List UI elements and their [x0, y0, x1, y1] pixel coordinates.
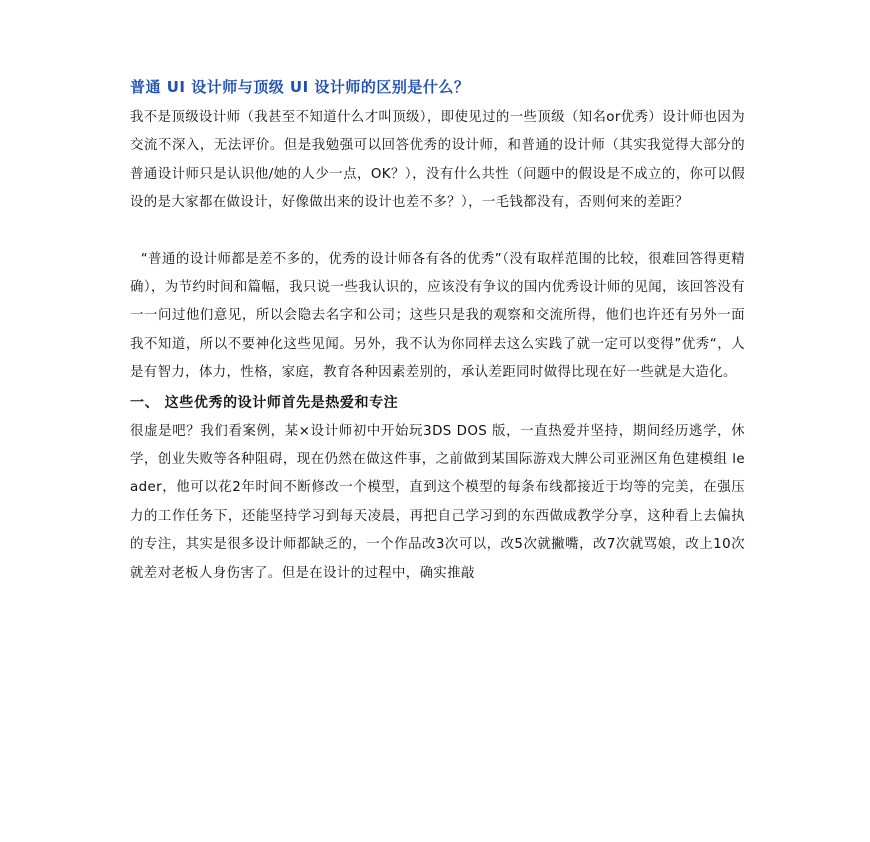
- quote-paragraph: “普通的设计师都是差不多的，优秀的设计师各有各的优秀”（没有取样范围的比较，很难回答得更精确），为节约时间和篇幅，我只说一些我认识的，应该没有争议的国内优秀设计师的见闻，该回答没有一一问过他们意见，所以会隐去名字和公司；这些只是我的观察和交流所得，他们也许还有另外一面我不知道，所以不要神化这些见闻。另外，我不认为你同样去这么实践了就一定可以变得”优秀“，人是有智力，体力，性格，家庭，教育各种因素差别的，承认差距同时做得比现在好一些就是大造化。: [130, 251, 745, 381]
- article-title: 普通 UI 设计师与顶级 UI 设计师的区别是什么？: [130, 78, 470, 96]
- intro-paragraph: 我不是顶级设计师（我甚至不知道什么才叫顶级），即使见过的一些顶级（知名or优秀）设计师也因为交流不深入，无法评价。但是我勉强可以回答优秀的设计师，和普通的设计师（其实我觉得大部分的普通设计师只是认识他/她的人少一点，OK？），没有什么共性（问题中的假设是不成立的，你可以假设的是大家都在做设计，好像做出来的设计也差不多？），一毛钱都没有，否则何来的差距？: [130, 110, 745, 211]
- article-body: [130, 74, 745, 588]
- section-1-paragraph: 很虚是吧？我们看案例，某×设计师初中开始玩3DS DOS 版，一直热爱并坚持，期间经历逃学，休学，创业失败等各种阻碍，现在仍然在做这件事，之前做到某国际游戏大牌公司亚洲区角色建模组 leader，他可以花2年时间不断修改一个模型，直到这个模型的每条布线都接近于均等的完美，在强压力的工作任务下，还能坚持学习到每天凌晨，再把自己学习到的东西做成教学分享，这种看上去偏执的专注，其实是很多设计师都缺乏的，一个作品改3次可以，改5次就撇嘴，改7次就骂娘，改上10次就差对老板人身伤害了。但是在设计的过程中，确实推敲: [130, 423, 745, 581]
- paragraph-spacer: [130, 218, 745, 246]
- section-heading-1: 一、 这些优秀的设计师首先是热爱和专注: [130, 394, 399, 411]
